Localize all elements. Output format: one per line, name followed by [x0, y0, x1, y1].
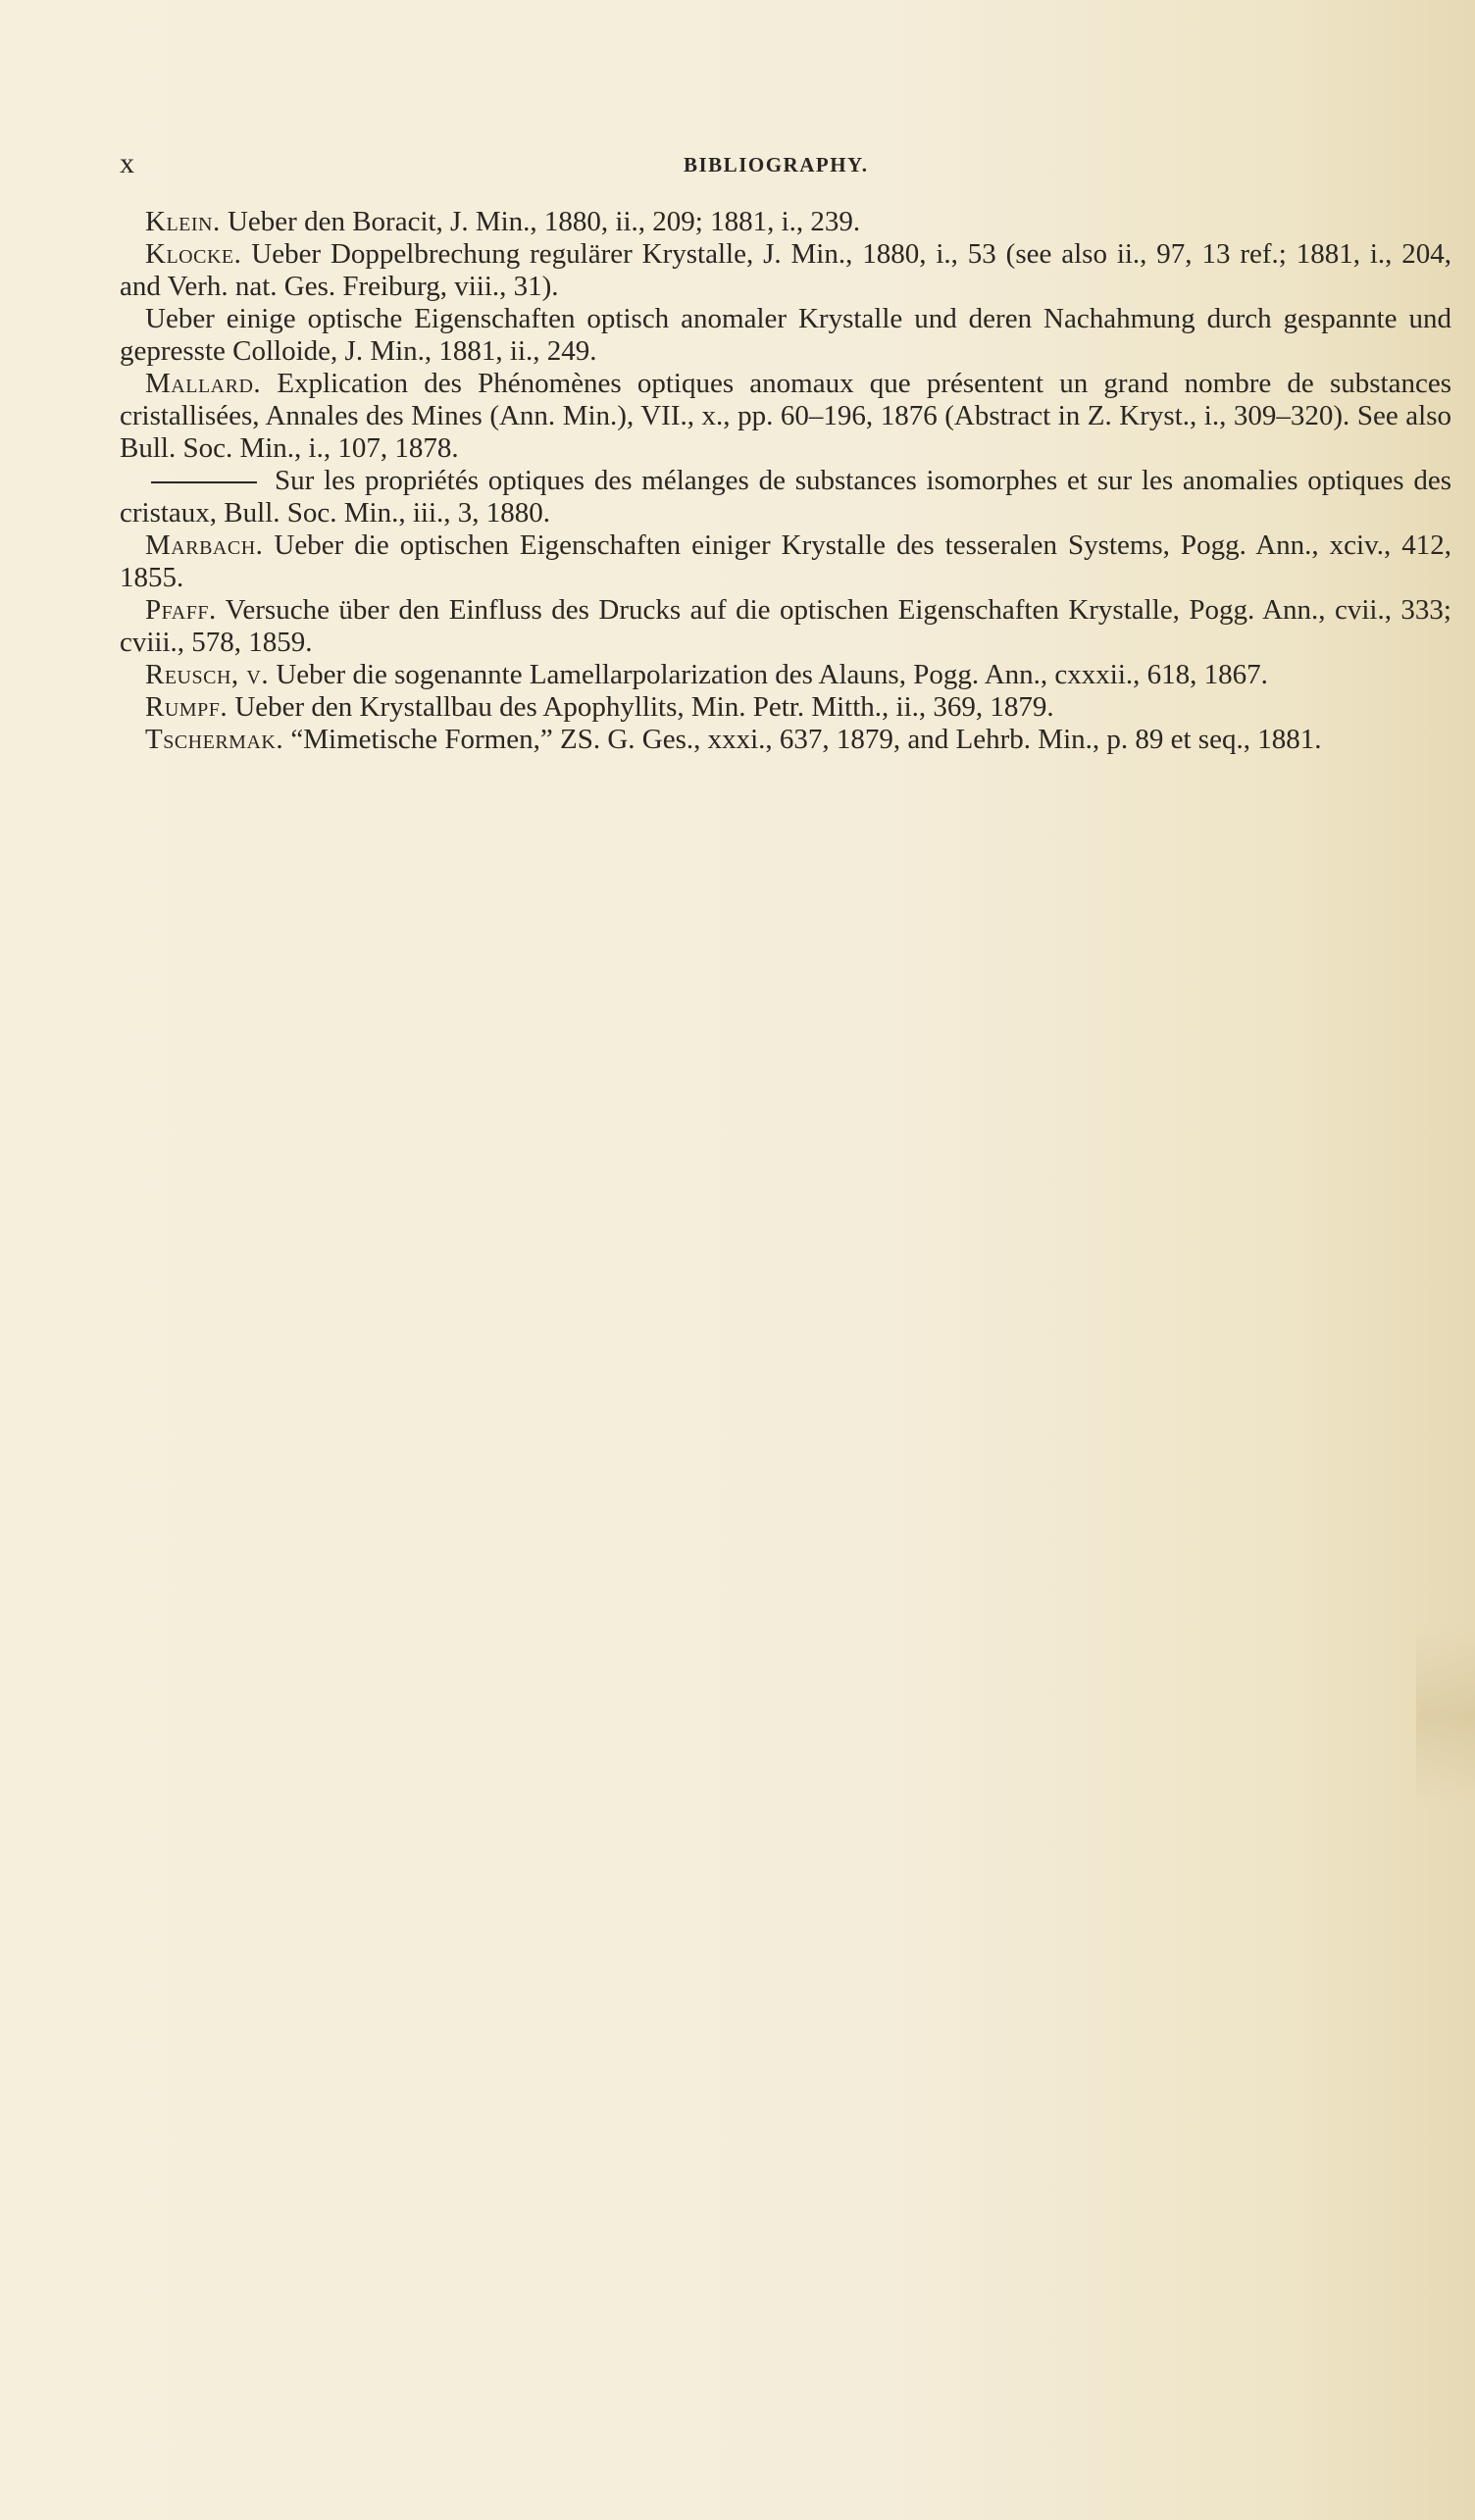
bibliography-list [120, 206, 1451, 756]
entry-author: Reusch, v. [145, 659, 270, 690]
entry-text: Ueber Doppelbrechung regulärer Krystalle, J. Min., 1880, i., 53 (see also ii., 97, 13 ref.; 1881, i., 204, and Verh. nat. Ges. Freiburg, viii., 31). [120, 238, 1452, 302]
bibliography-entry-reusch [120, 659, 1451, 691]
entry-text: Ueber den Boracit, J. Min., 1880, ii., 209; 1881, i., 239. [227, 206, 861, 237]
entry-author: Rumpf. [145, 691, 229, 723]
bibliography-entry-pfaff [120, 594, 1451, 659]
entry-text: Ueber den Krystallbau des Apophyllits, Min. Petr. Mitth., ii., 369, 1879. [234, 691, 1054, 723]
entry-author: Klein. [145, 206, 221, 237]
entry-text: “Mimetische Formen,” ZS. G. Ges., xxxi., 637, 1879, and Lehrb. Min., p. 89 et seq., 1881. [290, 724, 1322, 755]
entry-author: Mallard. [145, 368, 262, 399]
running-head [120, 147, 1451, 186]
entry-text: Ueber einige optische Eigenschaften optisch anomaler Krystalle und deren Nachahmung durch gespannte und gepresste Colloide, J. Min., 1881, ii., 249. [120, 303, 1451, 367]
bibliography-entry-mallard-2 [120, 465, 1451, 529]
page-edge-shadow [1416, 1628, 1475, 1804]
running-title: BIBLIOGRAPHY. [684, 153, 869, 176]
entry-author: Pfaff. [145, 594, 217, 626]
ditto-dash [151, 481, 257, 483]
entry-text: Ueber die sogenannte Lamellarpolarization des Alauns, Pogg. Ann., cxxxii., 618, 1867. [276, 659, 1268, 690]
page-content [120, 147, 1451, 756]
entry-text: Versuche über den Einfluss des Drucks auf die optischen Eigenschaften Krystalle, Pogg. Ann., cvii., 333; cviii., 578, 1859. [120, 594, 1451, 658]
bibliography-entry-marbach [120, 529, 1451, 594]
bibliography-entry-klocke [120, 238, 1451, 303]
bibliography-entry-klocke-2 [120, 303, 1451, 368]
bibliography-entry-tschermak [120, 724, 1451, 756]
bibliography-entry-rumpf [120, 691, 1451, 724]
bibliography-entry-mallard [120, 368, 1451, 465]
entry-author: Tschermak. [145, 724, 284, 755]
entry-text: Explication des Phénomènes optiques anomaux que présentent un grand nombre de substances cristallisées, Annales des Mines (Ann. Min.), VII., x., pp. 60–196, 1876 (Abstract in Z. Kryst., i., 309–320). See also Bull. Soc. Min., i., 107, 1878. [120, 368, 1452, 464]
page-number: x [120, 147, 135, 179]
entry-text: Ueber die optischen Eigenschaften einiger Krystalle des tesseralen Systems, Pogg. Ann., xciv., 412, 1855. [120, 529, 1451, 593]
entry-author: Klocke. [145, 238, 242, 270]
entry-author: Marbach. [145, 529, 264, 561]
entry-text: Sur les propriétés optiques des mélanges de substances isomorphes et sur les anomalies optiques des cristaux, Bull. Soc. Min., iii., 3, 1880. [120, 465, 1451, 529]
bibliography-entry-klein [120, 206, 1451, 238]
